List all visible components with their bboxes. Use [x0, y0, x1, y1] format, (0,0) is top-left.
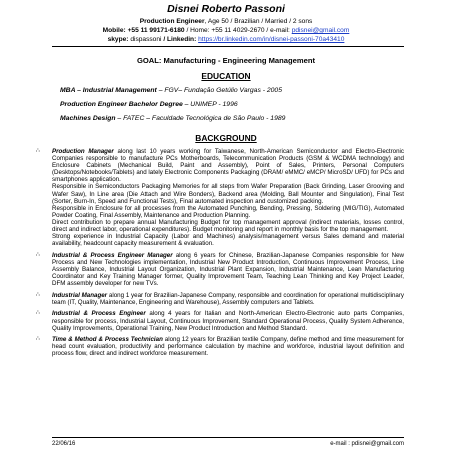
education-heading: EDUCATION	[201, 71, 251, 81]
personal-details: , Age 50 / Brazilian / Married / 2 sons	[204, 18, 313, 25]
therefore-bullet-icon: ∴	[36, 291, 40, 298]
background-list	[36, 148, 404, 362]
linkedin-label: / Linkedin:	[161, 36, 199, 43]
education-item	[60, 87, 282, 94]
footer-email: e-mail : pdisnei@gmail.com	[330, 441, 404, 447]
education-item	[60, 115, 285, 122]
background-item	[36, 310, 404, 332]
background-item	[36, 336, 404, 358]
item-paragraph	[52, 336, 404, 357]
role-title: Time & Method & Process Technician	[52, 336, 163, 344]
contact-line	[0, 27, 452, 34]
institution: – FATEC – Faculdade Tecnológica de São Paulo - 1989	[115, 115, 286, 122]
item-paragraph: Responsible in Enclosure for all processes from the Automated Punching, Bending, Pressing, Soldering (MIG/TIG), Automated Powder Coating, Final Assembly, Maintenance and Production Planning.	[52, 204, 404, 219]
footer-date: 22/06/16	[52, 441, 76, 447]
role-description: along 1 year for Brazilian-Japanese Company, responsible and coordination for operational multidisciplinary team (IT, Quality, Maintenance, Engineering and Warehouse), Assembly computers and Tablets.	[52, 291, 404, 306]
item-paragraph	[52, 148, 404, 183]
role-title: Industrial Manager	[52, 291, 108, 299]
skype-id: dispassoni	[130, 36, 162, 43]
item-paragraph	[52, 292, 404, 306]
role-description: along 6 years for Chinese, Brazilian-Japanese Companies responsible for New Process and New Technologies implementation, Industrial New Product Introduction, Continuous Improvement Process, Line Assembly Balance, Industrial Layout Organization, Industrial Plant Expansion, Industrial Maintenance, Lean Manufacturing Coordinator and Key Training Manager former, Quality Improvement Team, Teaching Lean Thinking and Key Project Leader, DFM assembly developer for new TVs.	[52, 251, 404, 288]
item-paragraph: Responsible in Semiconductors Packaging Memories for all steps from Wafer Preparation (Back Grinding, Laser Grooving and Wafer Saw), In Line area (Die Attach and Wire Bonders), Backend area (Molding, Ball Mounter and Singulation), Final Test (Sorter, Burn-In, Speed and Functional Tests), Final automated inspection and customized packing.	[52, 183, 404, 205]
degree-name: Machines Design	[60, 115, 116, 122]
personal-info-line	[0, 18, 452, 25]
role-description: along 4 years for Italian and North-American Electro-Electronic auto parts Companies, responsible for process, Industrial Layout, Continuous Improvement, Standard Operational Process, Quality System Adherence, Quality Improvements, Operational Training, New Product Introduction and Method Standard.	[52, 310, 404, 332]
degree-name: MBA – Industrial Management	[60, 87, 157, 94]
institution: – FGV– Fundação Getúlio Vargas - 2005	[156, 87, 282, 94]
header-divider	[52, 46, 404, 47]
home-phone: / Home: +55 11 4029-2670 / e-mail:	[184, 27, 292, 34]
job-title: Production Engineer	[139, 18, 205, 25]
item-paragraph: Direct contribution to prepare annual Manufacturing Budget for top management approval (indirect materials, losses control, direct and indirect labor, operational expenditures). Budget monitoring and report in monthly basis for the top management.	[52, 218, 404, 234]
item-paragraph	[52, 310, 404, 331]
goal-statement: GOAL: Manufacturing - Engineering Management	[136, 56, 316, 65]
candidate-name: Disnei Roberto Passoni	[167, 3, 285, 15]
degree-name: Production Engineer Bachelor Degree	[60, 101, 183, 108]
item-paragraph	[52, 252, 404, 287]
mobile-label: Mobile:	[102, 27, 128, 34]
background-item	[36, 251, 404, 288]
institution: – UNIMEP - 1996	[182, 101, 238, 108]
linkedin-link[interactable]: https://br.linkedin.com/in/disnei-passoni-70a43410	[198, 36, 345, 43]
therefore-bullet-icon: ∴	[36, 310, 40, 317]
skype-label: skype:	[107, 36, 131, 43]
therefore-bullet-icon: ∴	[36, 251, 40, 258]
footer-divider	[52, 437, 404, 438]
education-item	[60, 101, 238, 108]
email-link[interactable]: pdisnei@gmail.com	[291, 27, 350, 34]
role-title: Industrial & Process Engineer	[52, 310, 146, 318]
online-profile-line	[0, 36, 452, 43]
therefore-bullet-icon: ∴	[36, 148, 40, 154]
background-item	[36, 291, 404, 306]
mobile-number: +55 11 99171-6180	[127, 27, 185, 34]
role-description: along last 10 years working for Taiwanese, North-American Semiconductor and Electro-Electronic Companies responsible to manufacture PCs Motherboards, Telecommunication Products (GSM & WCDMA technology) and Enclosure Cabinets (Mechanical Build, Paint and Assembly), Point of Sales, Printers, Personal Computers (Desktops/Notebooks/Tablets) and lately Electronic Components Packaging (DRAM/ eMMC/ eMCP/ MicroSD/ UFD) for PCs and smartphones application.	[52, 148, 404, 184]
role-title: Industrial & Process Engineer Manager	[52, 251, 173, 259]
role-description: along 12 years for Brazilian textile Company, define method and time measurement for head count evaluation, productivity and performance calculation by machine and workforce, industrial layout definition and process flow, direct and indirect workforce measurement.	[52, 336, 404, 358]
item-paragraph: Strong experience in Industrial Capacity (Labor and Machines) analysis/management versus Sales demand and material availability, headcount capacity measurement & evaluation.	[52, 233, 404, 248]
role-title: Production Manager	[52, 148, 114, 155]
background-heading: BACKGROUND	[195, 133, 257, 143]
background-item	[36, 148, 404, 248]
therefore-bullet-icon: ∴	[36, 336, 40, 343]
